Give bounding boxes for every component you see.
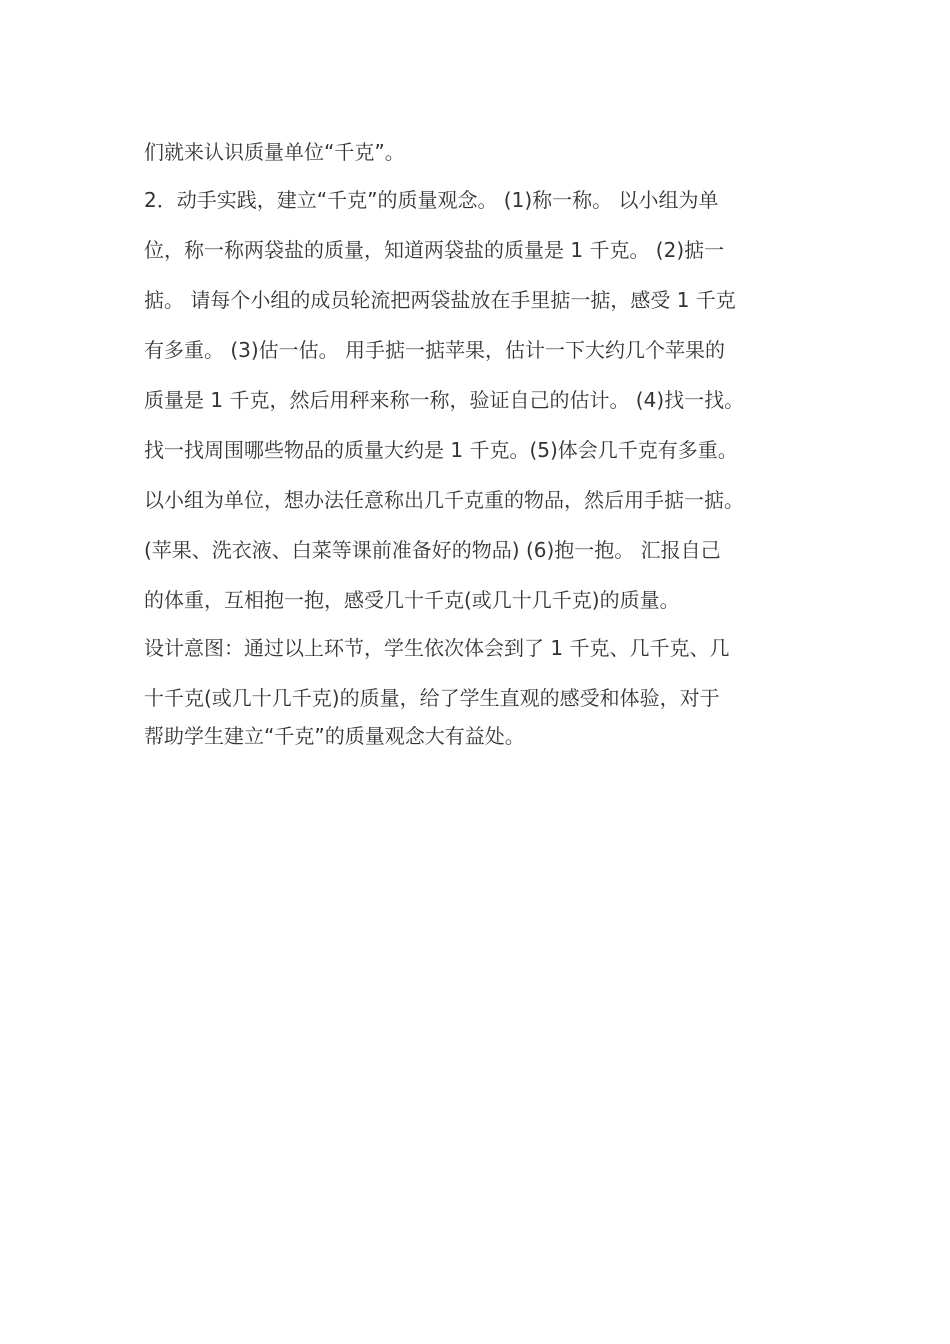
paragraph-2-line-7: 以小组为单位，想办法任意称出几千克重的物品，然后用手掂一掂。 (144, 488, 744, 512)
paragraph-2-line-9: 的体重，互相抱一抱，感受几十千克(或几十几千克)的质量。 (144, 588, 680, 612)
paragraph-3-line-3: 帮助学生建立“千克”的质量观念大有益处。 (144, 724, 525, 748)
paragraph-2-line-8: (苹果、洗衣液、白菜等课前准备好的物品) (6)抱一抱。 汇报自己 (144, 538, 721, 562)
paragraph-2-line-4: 有多重。 (3)估一估。 用手掂一掂苹果，估计一下大约几个苹果的 (144, 338, 726, 362)
paragraph-1-line-1: 们就来认识质量单位“千克”。 (144, 140, 405, 164)
paragraph-2-line-1: 2．动手实践，建立“千克”的质量观念。 (1)称一称。 以小组为单 (144, 188, 719, 212)
paragraph-3-line-1: 设计意图：通过以上环节，学生依次体会到了 1 千克、几千克、几 (144, 636, 730, 660)
paragraph-2-line-6: 找一找周围哪些物品的质量大约是 1 千克。(5)体会几千克有多重。 (144, 438, 738, 462)
paragraph-3-line-2: 十千克(或几十几千克)的质量，给了学生直观的感受和体验，对于 (144, 686, 720, 710)
paragraph-2-line-2: 位，称一称两袋盐的质量，知道两袋盐的质量是 1 千克。 (2)掂一 (144, 238, 725, 262)
document-body (144, 0, 816, 1344)
paragraph-2-line-5: 质量是 1 千克，然后用秤来称一称，验证自己的估计。 (4)找一找。 (144, 388, 745, 412)
paragraph-2-line-3: 掂。 请每个小组的成员轮流把两袋盐放在手里掂一掂，感受 1 千克 (144, 288, 736, 312)
